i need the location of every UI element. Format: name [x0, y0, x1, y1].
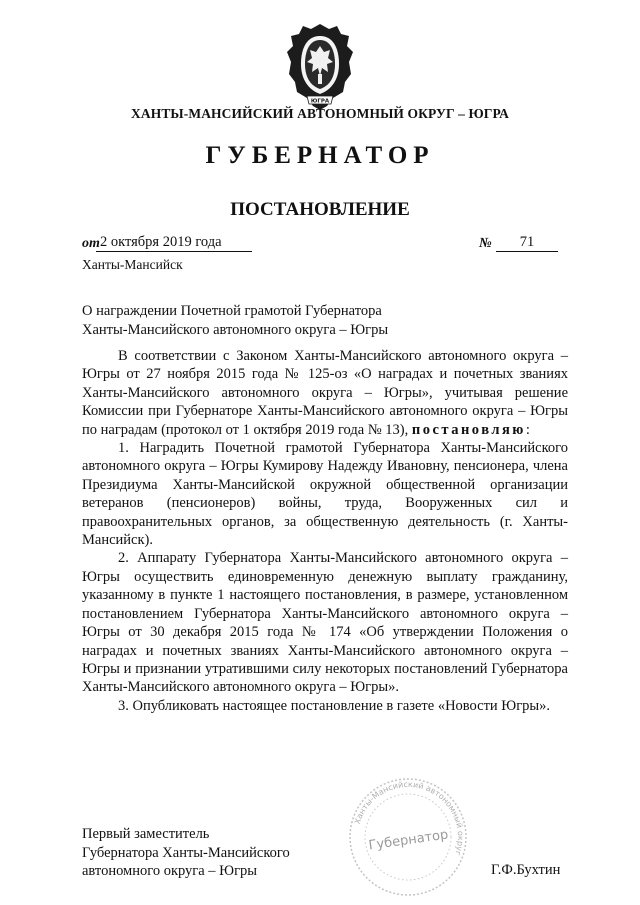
document-number: 71 [496, 233, 558, 252]
stamp-center-text: Губернатор [367, 827, 450, 854]
intro-text: В соответствии с Законом Ханты-Мансийского автономного округа – Югры от 27 ноября 2015 года № 125-оз «О наградах и почетных званиях Ханты-Мансийского автономного округа – Югры», учитывая решение Комиссии при Губернаторе Ханты-Мансийского автономного округа – Югры по наградам (протокол от 1 октября 2019 года № 13), [82, 348, 568, 438]
region-heading: ХАНТЫ-МАНСИЙСКИЙ АВТОНОМНЫЙ ОКРУГ – ЮГРА [131, 106, 509, 121]
document-type: ПОСТАНОВЛЕНИЕ [230, 199, 410, 220]
resolve-suffix: : [525, 421, 530, 438]
subject-line: О награждении Почетной грамотой Губернатора [82, 303, 382, 319]
item-paragraph: 2. Аппарату Губернатора Ханты-Мансийского автономного округа – Югры осуществить единовременную денежную выплату гражданину, указанному в пункте 1 настоящего постановления, в размере, установленном постановлением Губернатора Ханты-Мансийского автономного округа – Югры от 30 декабря 2015 года № 174 «Об утверждении Положения о наградах и почетных званиях Ханты-Мансийского автономного округа – Югры и признании утратившими силу некоторых постановлений Губернатора Ханты-Мансийского автономного округа – Югры». [82, 550, 568, 696]
item-paragraph: 3. Опубликовать настоящее постановление в газете «Новости Югры». [118, 697, 551, 714]
official-seal-icon [342, 775, 474, 899]
emblem-caption: ЮГРА [310, 98, 330, 105]
coat-of-arms-icon [283, 22, 357, 112]
document-subject [82, 302, 388, 340]
signer-title [82, 825, 290, 881]
signer-title-line: Губернатора Ханты-Мансийского [82, 844, 290, 861]
intro-paragraph [82, 347, 568, 439]
document-body [82, 347, 568, 715]
authority-title: ГУБЕРНАТОР [205, 142, 435, 169]
signer-title-line: Первый заместитель [82, 826, 210, 842]
document-date: 2 октября 2019 года [96, 233, 252, 252]
issue-city: Ханты-Мансийск [82, 257, 183, 272]
number-sign: № [479, 236, 492, 251]
subject-line: Ханты-Мансийского автономного округа – Югры [82, 322, 389, 338]
signer-title-line: автономного округа – Югры [82, 863, 258, 879]
item-paragraph: 1. Наградить Почетной грамотой Губернатора Ханты-Мансийского автономного округа – Югры Кумирову Надежду Ивановну, пенсионера, члена Президиума Ханты-Мансийской окружной общественной организации ветеранов (пенсионеров) войны, труда, Вооруженных сил и правоохранительных органов, за общественную деятельность (г. Ханты-Мансийск). [82, 440, 568, 549]
resolve-word: постановляю [411, 421, 526, 438]
signer-name: Г.Ф.Бухтин [491, 862, 561, 878]
stamp-ring-text: Ханты-Мансийский автономный округ [352, 779, 466, 857]
date-prefix: от [82, 236, 100, 251]
